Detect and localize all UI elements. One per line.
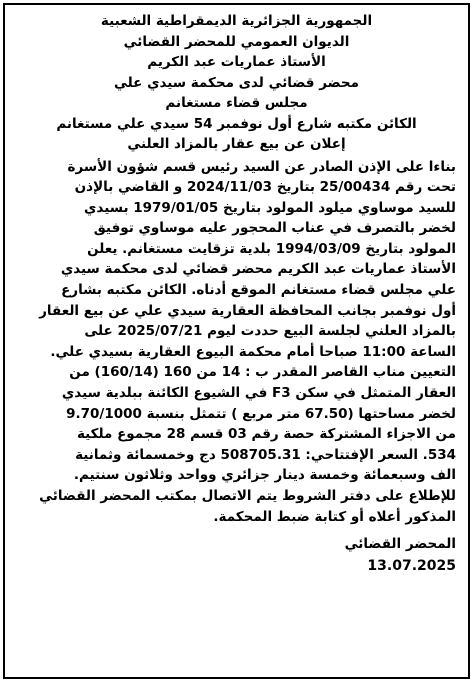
notice-header	[17, 11, 456, 155]
body-line: تحت رقم 25/00434 بتاريخ 2024/11/03 و القاضي بالإذن	[74, 179, 456, 196]
notice-date: 13.07.2025	[367, 558, 456, 575]
body-line: لخضر بالتصرف في عناب المحجور عليه موساوي توفيق	[93, 220, 456, 237]
bailiff-name: الأستاذ عماريات عبد الكريم	[147, 54, 326, 70]
country-title: الجمهورية الجزائرية الديمقراطية الشعبية	[100, 13, 373, 29]
notice-title: إعلان عن بيع عقار بالمزاد العلني	[127, 136, 346, 152]
judicial-council: مجلس قضاء مستغانم	[165, 95, 308, 111]
body-line: للسيد موساوي ميلود المولود بتاريخ 1979/01/05 بسيدي	[84, 199, 456, 216]
body-line: لخضر مساحتها (67.50 متر مربع ) تتمثل بنسبة 9.70/1000	[66, 405, 456, 422]
body-line: 534. السعر الإفتتاحي: 508705.31 دج وخمسمائة وثمانية	[75, 446, 456, 463]
body-line: المذكور أعلاه أو كتابة ضبط المحكمة.	[213, 508, 456, 525]
office-address: الكائن مكتبه شارع أول نوفمبر 54 سيدي علي مستغانم	[56, 115, 417, 132]
body-line: علي مجلس قضاء مستغانم الموقع أدناه. الكائن مكتبه بشارع	[61, 282, 456, 299]
notice-footer	[17, 533, 456, 577]
signature-label: المحضر القضائي	[344, 536, 456, 553]
body-line: الساعة 11:00 صباحا أمام محكمة البيوع العقارية بسيدي علي.	[50, 343, 456, 360]
notice-body	[17, 157, 456, 528]
body-line: من الاجزاء المشتركة حصة رقم 03 قسم 28 مجموع ملكية	[76, 426, 456, 443]
body-line: للإطلاع على دفتر الشروط يتم الاتصال بمكتب المحضر القضائي	[39, 488, 456, 504]
body-line: أول نوفمبر بجانب المحافظة العقارية سيدي علي عن بيع العقار	[39, 302, 456, 319]
body-line: المولود بتاريخ 1994/03/09 بلدية تزقايت مستغانم. يعلن	[87, 240, 456, 257]
body-line: التعيين مناب القاصر المقدر ب : 14 من 160 (160/14) من	[69, 364, 456, 381]
bailiff-court: محضر قضائي لدى محكمة سيدي علي	[114, 74, 359, 91]
body-line: الأستاذ عماريات عبد الكريم محضر قضائي لدى محكمة سيدي	[60, 261, 456, 278]
body-line: بالمزاد العلني لجلسة البيع حددت ليوم 2025/07/21 على	[84, 323, 456, 340]
body-line: الف وسبعمائة وخمسة دينار جزائري وواحد وثلاثون سنتيم.	[73, 467, 456, 484]
legal-notice	[3, 3, 470, 679]
office-title: الديوان العمومي للمحضر القضائي	[123, 33, 350, 50]
body-line: بناءا على الإذن الصادر عن السيد رئيس قسم شؤون الأسرة	[67, 158, 456, 175]
body-line: العقار المتمثل في سكن F3 في الشيوع الكائنة ببلدية سيدي	[61, 385, 456, 402]
